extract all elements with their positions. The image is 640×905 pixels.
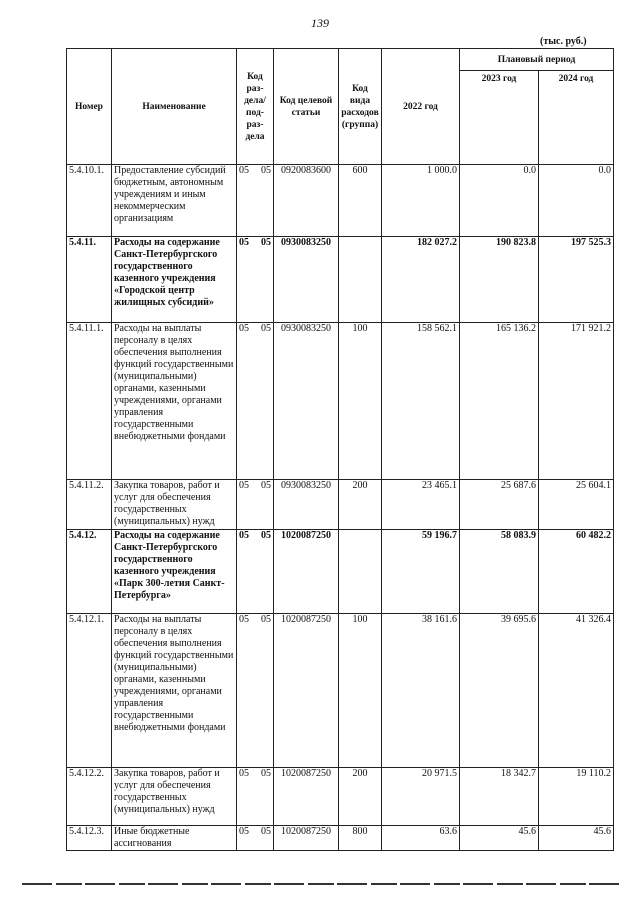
row-name: Расходы на содержание Санкт-Петербургского государственного казенного учреждения «Парк 300-летия Санкт-Петербурга» <box>112 530 237 614</box>
row-section-code <box>237 614 274 768</box>
units-note: (тыс. руб.) <box>540 36 587 47</box>
header-planned-period: Плановый период <box>460 49 614 71</box>
table-row <box>67 768 614 826</box>
row-number: 5.4.12. <box>67 530 112 614</box>
row-number: 5.4.12.1. <box>67 614 112 768</box>
budget-table <box>66 48 614 851</box>
subsection-code: 05 <box>261 530 271 541</box>
header-year-2024: 2024 год <box>539 71 614 165</box>
row-name: Закупка товаров, работ и услуг для обеспечения государственных (муниципальных) нужд <box>112 768 237 826</box>
row-name: Закупка товаров, работ и услуг для обеспечения государственных (муниципальных) нужд <box>112 480 237 530</box>
row-target-code: 1020087250 <box>274 768 339 826</box>
header-expense-code: Код вида расходов (группа) <box>339 49 382 165</box>
row-value-2022: 38 161.6 <box>382 614 460 768</box>
row-number: 5.4.12.3. <box>67 826 112 851</box>
row-value-2024: 0.0 <box>539 165 614 237</box>
row-number: 5.4.11. <box>67 237 112 323</box>
table-row <box>67 323 614 480</box>
row-expense-code: 200 <box>339 480 382 530</box>
row-expense-code <box>339 237 382 323</box>
row-target-code: 1020087250 <box>274 614 339 768</box>
row-name: Иные бюджетные ассигнования <box>112 826 237 851</box>
row-value-2023: 58 083.9 <box>460 530 539 614</box>
row-expense-code: 200 <box>339 768 382 826</box>
row-target-code: 0930083250 <box>274 323 339 480</box>
section-code: 05 <box>239 530 249 541</box>
row-value-2023: 18 342.7 <box>460 768 539 826</box>
table-row <box>67 614 614 768</box>
table-row <box>67 165 614 237</box>
row-section-code <box>237 768 274 826</box>
row-value-2022: 182 027.2 <box>382 237 460 323</box>
subsection-code: 05 <box>261 237 271 248</box>
subsection-code: 05 <box>261 165 271 176</box>
row-value-2024: 45.6 <box>539 826 614 851</box>
row-value-2022: 158 562.1 <box>382 323 460 480</box>
section-code: 05 <box>239 614 249 625</box>
row-value-2023: 45.6 <box>460 826 539 851</box>
table-body <box>67 165 614 851</box>
header-target-code: Код целевой статьи <box>274 49 339 165</box>
row-expense-code <box>339 530 382 614</box>
row-value-2023: 39 695.6 <box>460 614 539 768</box>
row-value-2022: 63.6 <box>382 826 460 851</box>
page-number: 139 <box>311 16 329 30</box>
row-section-code <box>237 826 274 851</box>
row-value-2024: 25 604.1 <box>539 480 614 530</box>
header-section-code: Код раз-дела/ под-раз-дела <box>237 49 274 165</box>
subsection-code: 05 <box>261 323 271 334</box>
row-value-2023: 25 687.6 <box>460 480 539 530</box>
header-year-2022: 2022 год <box>382 49 460 165</box>
row-value-2024: 19 110.2 <box>539 768 614 826</box>
row-expense-code: 600 <box>339 165 382 237</box>
row-section-code <box>237 237 274 323</box>
row-target-code: 0930083250 <box>274 480 339 530</box>
subsection-code: 05 <box>261 614 271 625</box>
header-name: Наименование <box>112 49 237 165</box>
subsection-code: 05 <box>261 480 271 491</box>
section-code: 05 <box>239 826 249 837</box>
subsection-code: 05 <box>261 826 271 837</box>
row-target-code: 1020087250 <box>274 530 339 614</box>
table-row <box>67 826 614 851</box>
row-value-2022: 1 000.0 <box>382 165 460 237</box>
section-code: 05 <box>239 480 249 491</box>
section-code: 05 <box>239 768 249 779</box>
row-expense-code: 800 <box>339 826 382 851</box>
table-row <box>67 237 614 323</box>
row-number: 5.4.12.2. <box>67 768 112 826</box>
section-code: 05 <box>239 165 249 176</box>
row-value-2024: 171 921.2 <box>539 323 614 480</box>
row-name: Предоставление субсидий бюджетным, автономным учреждениям и иным некоммерческим организациям <box>112 165 237 237</box>
row-number: 5.4.11.1. <box>67 323 112 480</box>
row-value-2024: 41 326.4 <box>539 614 614 768</box>
row-value-2022: 20 971.5 <box>382 768 460 826</box>
row-value-2023: 165 136.2 <box>460 323 539 480</box>
table-header <box>67 49 614 165</box>
row-section-code <box>237 165 274 237</box>
row-target-code: 1020087250 <box>274 826 339 851</box>
section-code: 05 <box>239 323 249 334</box>
row-value-2023: 190 823.8 <box>460 237 539 323</box>
row-value-2022: 23 465.1 <box>382 480 460 530</box>
header-number: Номер <box>67 49 112 165</box>
row-number: 5.4.11.2. <box>67 480 112 530</box>
row-expense-code: 100 <box>339 323 382 480</box>
row-value-2024: 60 482.2 <box>539 530 614 614</box>
row-section-code <box>237 480 274 530</box>
table-row <box>67 530 614 614</box>
row-target-code: 0930083250 <box>274 237 339 323</box>
row-section-code <box>237 530 274 614</box>
row-value-2023: 0.0 <box>460 165 539 237</box>
subsection-code: 05 <box>261 768 271 779</box>
row-name: Расходы на выплаты персоналу в целях обеспечения выполнения функций государственными (муниципальными) органами, казенными учреждениями, органами управления государственными внебюджетными фондами <box>112 614 237 768</box>
table-row <box>67 480 614 530</box>
row-number: 5.4.10.1. <box>67 165 112 237</box>
row-value-2024: 197 525.3 <box>539 237 614 323</box>
row-target-code: 0920083600 <box>274 165 339 237</box>
row-name: Расходы на содержание Санкт-Петербургского государственного казенного учреждения «Городской центр жилищных субсидий» <box>112 237 237 323</box>
header-year-2023: 2023 год <box>460 71 539 165</box>
row-section-code <box>237 323 274 480</box>
scan-footer-line <box>22 883 622 885</box>
row-expense-code: 100 <box>339 614 382 768</box>
row-name: Расходы на выплаты персоналу в целях обеспечения выполнения функций государственными (муниципальными) органами, казенными учреждениями, органами управления государственными внебюджетными фондами <box>112 323 237 480</box>
section-code: 05 <box>239 237 249 248</box>
row-value-2022: 59 196.7 <box>382 530 460 614</box>
